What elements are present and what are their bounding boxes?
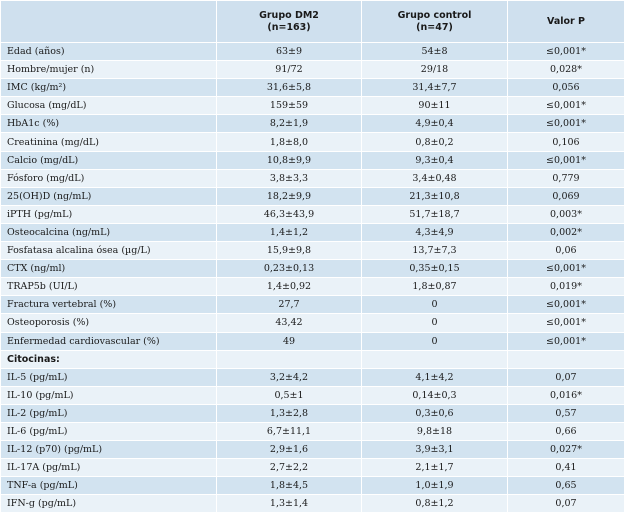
cell-grupo-control: 2,1±1,7 [362, 459, 508, 477]
cell-grupo-dm2: 3,8±3,3 [217, 169, 362, 187]
cell-grupo-dm2: 10,8±9,9 [217, 151, 362, 169]
cell-variable: IL-12 (p70) (pg/mL) [1, 441, 217, 459]
cell-grupo-control: 0 [362, 332, 508, 350]
cell-valor-p: ≤0,001* [508, 314, 624, 332]
table-row [1, 43, 624, 61]
table-row [1, 422, 624, 440]
cell-valor-p: 0,106 [508, 133, 624, 151]
cell-grupo-dm2 [217, 350, 362, 368]
cell-grupo-control: 29/18 [362, 61, 508, 79]
cell-variable: TNF-a (pg/mL) [1, 477, 217, 495]
cell-grupo-control: 3,9±3,1 [362, 441, 508, 459]
cell-grupo-dm2: 31,6±5,8 [217, 79, 362, 97]
cell-grupo-control: 0,8±0,2 [362, 133, 508, 151]
cell-grupo-dm2: 6,7±11,1 [217, 422, 362, 440]
table-row [1, 223, 624, 241]
cell-valor-p: ≤0,001* [508, 332, 624, 350]
cell-valor-p: 0,056 [508, 79, 624, 97]
table-row [1, 115, 624, 133]
cell-valor-p: 0,019* [508, 278, 624, 296]
cell-valor-p: ≤0,001* [508, 97, 624, 115]
cell-variable: Edad (años) [1, 43, 217, 61]
cell-valor-p: 0,002* [508, 223, 624, 241]
cell-grupo-control: 21,3±10,8 [362, 187, 508, 205]
cell-variable: IL-2 (pg/mL) [1, 404, 217, 422]
cell-grupo-dm2: 0,23±0,13 [217, 260, 362, 278]
cell-grupo-control: 0,14±0,3 [362, 386, 508, 404]
table-row [1, 133, 624, 151]
cell-grupo-dm2: 27,7 [217, 296, 362, 314]
cell-grupo-control: 0 [362, 296, 508, 314]
cell-grupo-dm2: 159±59 [217, 97, 362, 115]
cell-valor-p: 0,66 [508, 422, 624, 440]
cell-grupo-dm2: 0,5±1 [217, 386, 362, 404]
cell-valor-p: 0,41 [508, 459, 624, 477]
cell-variable: Calcio (mg/dL) [1, 151, 217, 169]
cell-grupo-dm2: 1,4±0,92 [217, 278, 362, 296]
cell-grupo-dm2: 43,42 [217, 314, 362, 332]
header-grupo-dm2 [217, 1, 362, 43]
cell-grupo-control: 3,4±0,48 [362, 169, 508, 187]
cell-variable: iPTH (pg/mL) [1, 205, 217, 223]
cell-variable: Hombre/mujer (n) [1, 61, 217, 79]
table-row [1, 495, 624, 513]
cell-grupo-dm2: 2,7±2,2 [217, 459, 362, 477]
cell-grupo-dm2: 2,9±1,6 [217, 441, 362, 459]
table-row [1, 386, 624, 404]
cell-valor-p: 0,003* [508, 205, 624, 223]
cell-grupo-dm2: 15,9±9,8 [217, 242, 362, 260]
cell-variable: Enfermedad cardiovascular (%) [1, 332, 217, 350]
cell-grupo-control: 90±11 [362, 97, 508, 115]
cell-variable: IL-5 (pg/mL) [1, 368, 217, 386]
cell-variable: IL-10 (pg/mL) [1, 386, 217, 404]
cell-variable: Fractura vertebral (%) [1, 296, 217, 314]
cell-valor-p: 0,779 [508, 169, 624, 187]
cell-grupo-control: 9,3±0,4 [362, 151, 508, 169]
table-row [1, 260, 624, 278]
cell-variable: CTX (ng/ml) [1, 260, 217, 278]
cell-grupo-dm2: 49 [217, 332, 362, 350]
cell-grupo-control: 0,3±0,6 [362, 404, 508, 422]
cell-variable: 25(OH)D (ng/mL) [1, 187, 217, 205]
cell-grupo-control: 51,7±18,7 [362, 205, 508, 223]
header-variable [1, 1, 217, 43]
cell-grupo-dm2: 18,2±9,9 [217, 187, 362, 205]
table-row [1, 187, 624, 205]
table-row [1, 205, 624, 223]
table-row [1, 151, 624, 169]
cell-grupo-dm2: 8,2±1,9 [217, 115, 362, 133]
header-valor-p [508, 1, 624, 43]
cell-valor-p: 0,65 [508, 477, 624, 495]
cell-grupo-control: 0,8±1,2 [362, 495, 508, 513]
cell-variable: Fósforo (mg/dL) [1, 169, 217, 187]
table-row [1, 441, 624, 459]
header-grupo-control-n: (n=47) [416, 21, 453, 33]
cell-grupo-dm2: 1,8±4,5 [217, 477, 362, 495]
table-row [1, 97, 624, 115]
table-row [1, 242, 624, 260]
cell-grupo-control: 54±8 [362, 43, 508, 61]
cell-grupo-dm2: 63±9 [217, 43, 362, 61]
cell-grupo-dm2: 46,3±43,9 [217, 205, 362, 223]
cell-valor-p: ≤0,001* [508, 43, 624, 61]
cell-valor-p: ≤0,001* [508, 296, 624, 314]
cell-variable: Citocinas: [1, 350, 217, 368]
table-row [1, 169, 624, 187]
cell-variable: Glucosa (mg/dL) [1, 97, 217, 115]
cell-valor-p: 0,07 [508, 368, 624, 386]
cell-grupo-dm2: 1,3±1,4 [217, 495, 362, 513]
cell-variable: HbA1c (%) [1, 115, 217, 133]
cell-grupo-dm2: 3,2±4,2 [217, 368, 362, 386]
cell-grupo-dm2: 1,3±2,8 [217, 404, 362, 422]
header-grupo-control [362, 1, 508, 43]
table-row [1, 477, 624, 495]
table-row [1, 404, 624, 422]
header-grupo-dm2-title: Grupo DM2 [259, 9, 319, 21]
cell-variable: TRAP5b (UI/L) [1, 278, 217, 296]
cell-valor-p: ≤0,001* [508, 151, 624, 169]
cell-grupo-control: 0,35±0,15 [362, 260, 508, 278]
header-valor-p-title: Valor P [547, 15, 585, 27]
table-row [1, 79, 624, 97]
header-grupo-dm2-n: (n=163) [267, 21, 311, 33]
table-row [1, 61, 624, 79]
cell-grupo-control: 1,0±1,9 [362, 477, 508, 495]
cell-grupo-dm2: 1,8±8,0 [217, 133, 362, 151]
cell-valor-p: 0,028* [508, 61, 624, 79]
cell-variable: Osteoporosis (%) [1, 314, 217, 332]
table-row [1, 368, 624, 386]
table-row [1, 296, 624, 314]
cell-grupo-dm2: 91/72 [217, 61, 362, 79]
table-body [1, 43, 624, 513]
cell-valor-p: 0,57 [508, 404, 624, 422]
table-row [1, 459, 624, 477]
table-row [1, 278, 624, 296]
cell-grupo-control [362, 350, 508, 368]
cell-valor-p: 0,07 [508, 495, 624, 513]
cell-valor-p: 0,016* [508, 386, 624, 404]
cell-variable: IMC (kg/m²) [1, 79, 217, 97]
cell-grupo-control: 9,8±18 [362, 422, 508, 440]
cell-valor-p: ≤0,001* [508, 115, 624, 133]
table-row [1, 332, 624, 350]
cell-variable: IL-6 (pg/mL) [1, 422, 217, 440]
cell-grupo-control: 0 [362, 314, 508, 332]
cell-valor-p: 0,069 [508, 187, 624, 205]
cell-grupo-control: 31,4±7,7 [362, 79, 508, 97]
cell-valor-p: 0,06 [508, 242, 624, 260]
cell-variable: Fosfatasa alcalina ósea (µg/L) [1, 242, 217, 260]
cell-grupo-control: 4,9±0,4 [362, 115, 508, 133]
header-row [1, 1, 624, 43]
cell-valor-p: 0,027* [508, 441, 624, 459]
header-grupo-control-title: Grupo control [397, 9, 472, 21]
cell-valor-p [508, 350, 624, 368]
cell-grupo-control: 13,7±7,3 [362, 242, 508, 260]
cell-grupo-control: 4,1±4,2 [362, 368, 508, 386]
cell-valor-p: ≤0,001* [508, 260, 624, 278]
cell-variable: IFN-g (pg/mL) [1, 495, 217, 513]
cell-variable: Creatinina (mg/dL) [1, 133, 217, 151]
table-row [1, 314, 624, 332]
cell-variable: IL-17A (pg/mL) [1, 459, 217, 477]
cell-grupo-control: 1,8±0,87 [362, 278, 508, 296]
cell-variable: Osteocalcina (ng/mL) [1, 223, 217, 241]
cell-grupo-dm2: 1,4±1,2 [217, 223, 362, 241]
section-row [1, 350, 624, 368]
cell-grupo-control: 4,3±4,9 [362, 223, 508, 241]
